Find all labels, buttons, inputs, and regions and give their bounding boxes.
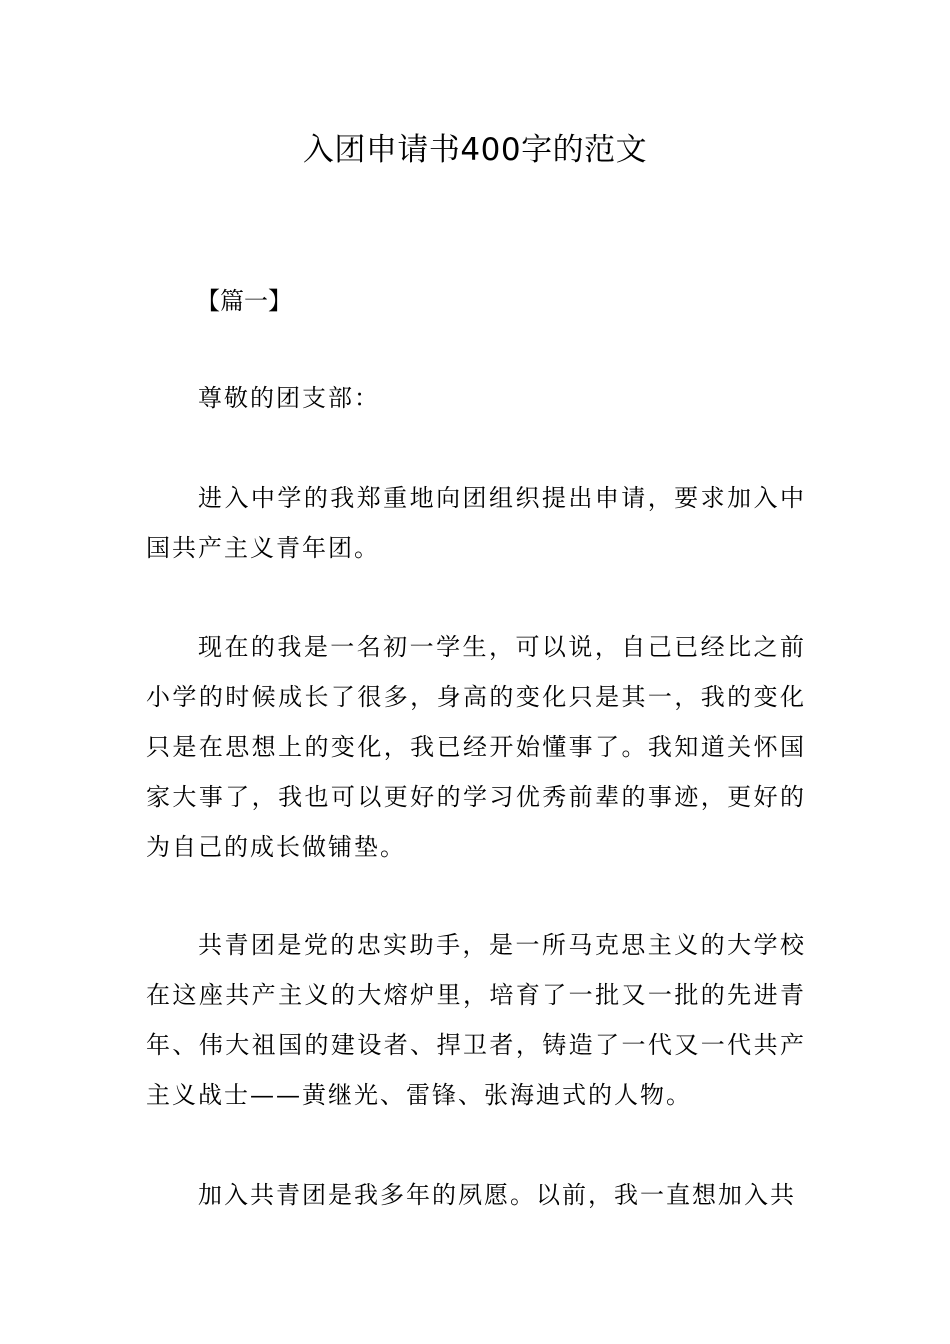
document-title: 入团申请书400字的范文 [302,132,648,168]
paragraph-1: 进入中学的我郑重地向团组织提出申请，要求加入中国共产主义青年团。 [146,484,806,562]
section-label: 【篇一】 [196,287,292,315]
paragraph-4: 加入共青团是我多年的夙愿。以前，我一直想加入共 [198,1181,796,1209]
salutation: 尊敬的团支部： [198,384,380,412]
paragraph-2: 现在的我是一名初一学生，可以说，自己已经比之前小学的时候成长了很多，身高的变化只是其一，我的变化只是在思想上的变化，我已经开始懂事了。我知道关怀国家大事了，我也可以更好的学习优秀前辈的事迹，更好的为自己的成长做铺垫。 [146,633,806,861]
paragraph-3: 共青团是党的忠实助手，是一所马克思主义的大学校在这座共产主义的大熔炉里，培育了一批又一批的先进青年、伟大祖国的建设者、捍卫者，铸造了一代又一代共产主义战士——黄继光、雷锋、张海迪式的人物。 [146,931,806,1109]
